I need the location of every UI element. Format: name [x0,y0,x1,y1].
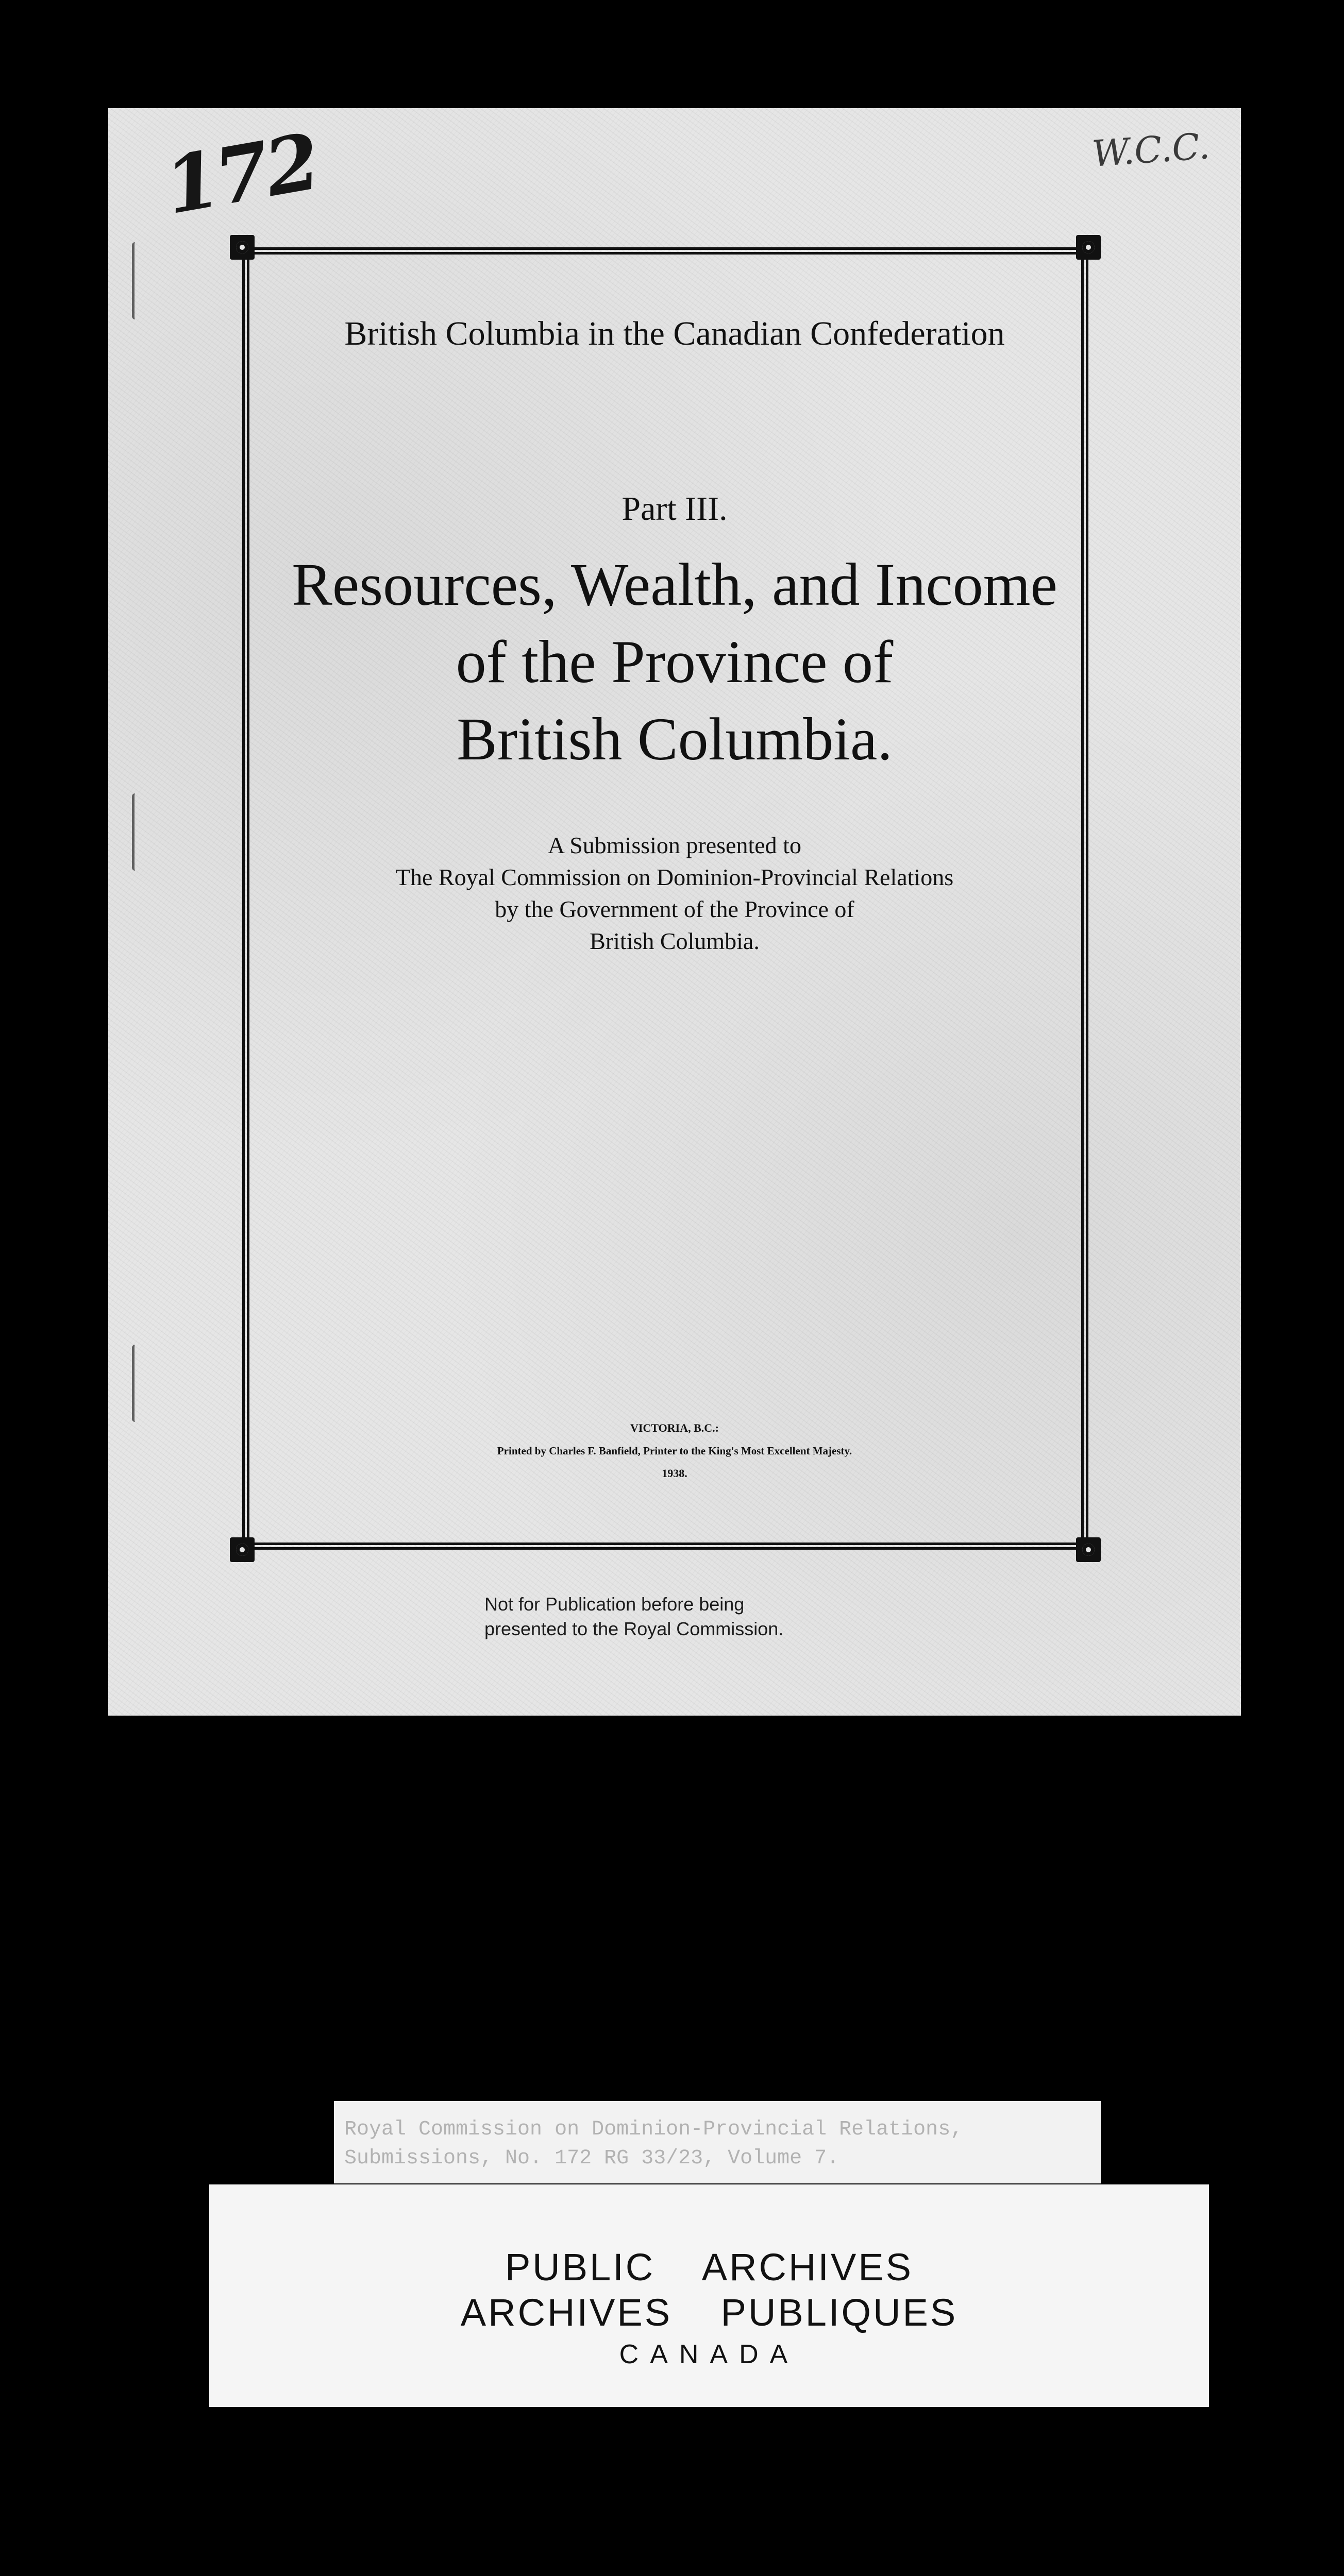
submission-statement [108,829,1241,957]
binding-mark [132,1345,140,1422]
binding-mark [132,242,140,319]
imprint-place: VICTORIA, B.C.: [630,1421,719,1434]
archive-reference-line: Royal Commission on Dominion-Provincial Relations, [344,2118,963,2141]
frame-corner-ornament [230,1537,255,1562]
imprint-printer: Printed by Charles F. Banfield, Printer to the King's Most Excellent Majesty. [497,1445,852,1457]
archive-label-english: PUBLIC ARCHIVES [505,2246,914,2289]
archive-reference-slip [334,2101,1101,2183]
submission-line: by the Government of the Province of [495,896,854,922]
frame-corner-ornament [230,235,255,260]
handwritten-initials: W.C.C. [1090,125,1212,175]
submission-line: The Royal Commission on Dominion-Provincial Relations [395,864,954,890]
main-title [108,546,1241,778]
submission-line: A Submission presented to [548,832,801,858]
public-archives-label [209,2184,1209,2407]
scanned-cover-page [108,108,1241,1716]
series-title: British Columbia in the Canadian Confederation [344,315,1005,352]
main-title-line: Resources, Wealth, and Income [292,551,1057,618]
part-label: Part III. [621,490,728,528]
notice-line: Not for Publication before being [484,1594,745,1615]
submission-line: British Columbia. [590,928,760,954]
publication-notice [484,1592,783,1641]
frame-corner-ornament [1076,235,1101,260]
archive-reference-text [344,2115,963,2173]
archive-label-country: CANADA [619,2340,799,2369]
printer-imprint [108,1417,1241,1485]
main-title-line: of the Province of [456,628,894,696]
notice-line: presented to the Royal Commission. [484,1618,784,1639]
frame-corner-ornament [1076,1537,1101,1562]
archive-reference-line: Submissions, No. 172 RG 33/23, Volume 7. [344,2147,839,2170]
handwritten-page-number: 172 [158,116,324,232]
main-title-line: British Columbia. [457,705,893,773]
imprint-year: 1938. [662,1467,687,1480]
archive-label-french: ARCHIVES PUBLIQUES [460,2291,958,2334]
